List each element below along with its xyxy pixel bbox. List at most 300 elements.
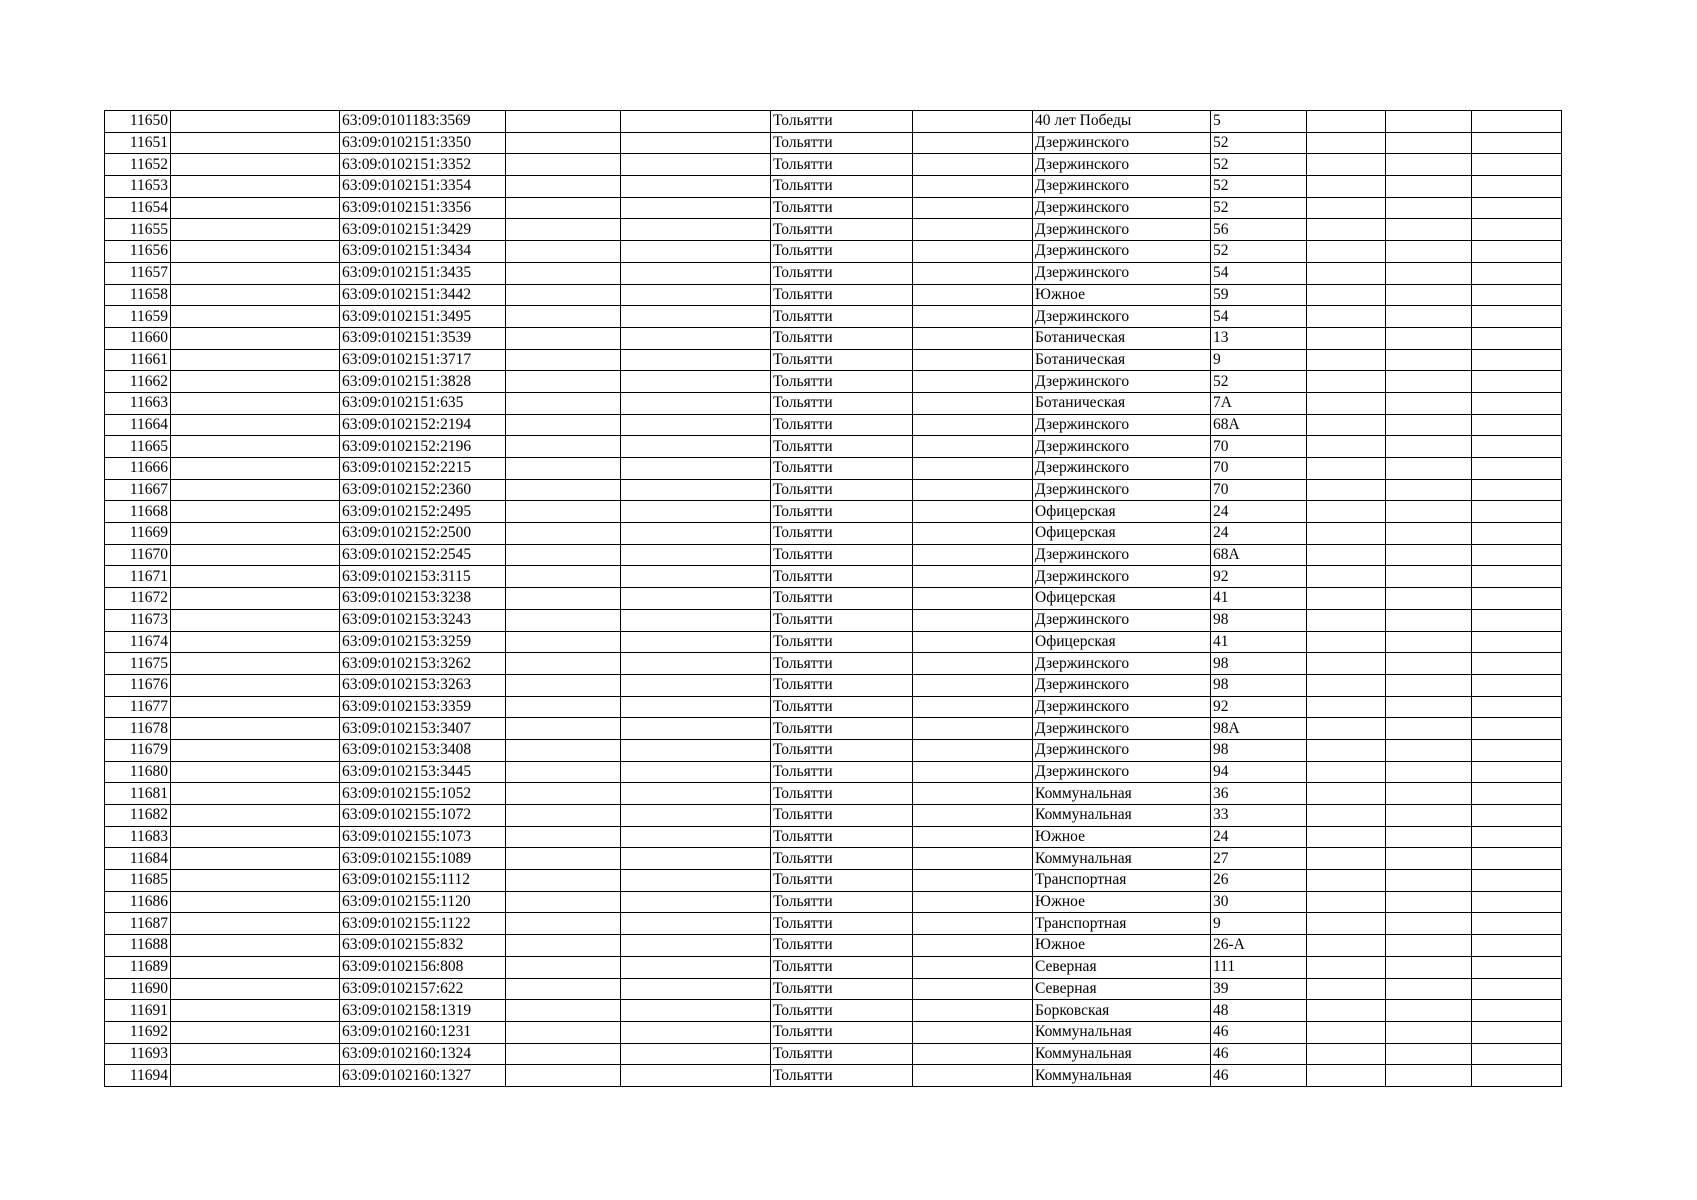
empty-cell [1472, 349, 1562, 371]
empty-cell [1472, 761, 1562, 783]
empty-cell [1386, 371, 1472, 393]
house-number-cell: 26-А [1211, 935, 1307, 957]
empty-cell [1386, 653, 1472, 675]
empty-cell [506, 761, 621, 783]
house-number-cell: 52 [1211, 241, 1307, 263]
row-number-cell: 11690 [105, 978, 171, 1000]
table-row [105, 761, 1562, 783]
empty-cell [621, 631, 771, 653]
empty-cell [506, 111, 621, 133]
empty-cell [171, 826, 340, 848]
empty-cell [1386, 392, 1472, 414]
empty-cell [913, 371, 1033, 393]
empty-cell [1472, 848, 1562, 870]
table-row [105, 674, 1562, 696]
empty-cell [1386, 1021, 1472, 1043]
empty-cell [506, 349, 621, 371]
city-cell: Тольятти [771, 371, 913, 393]
empty-cell [506, 523, 621, 545]
empty-cell [913, 739, 1033, 761]
empty-cell [1472, 219, 1562, 241]
empty-cell [1472, 414, 1562, 436]
empty-cell [913, 479, 1033, 501]
city-cell: Тольятти [771, 241, 913, 263]
empty-cell [171, 588, 340, 610]
city-cell: Тольятти [771, 566, 913, 588]
city-cell: Тольятти [771, 479, 913, 501]
house-number-cell: 92 [1211, 696, 1307, 718]
empty-cell [1307, 1021, 1386, 1043]
empty-cell [506, 197, 621, 219]
street-cell: Коммунальная [1033, 783, 1211, 805]
empty-cell [1386, 826, 1472, 848]
empty-cell [1307, 154, 1386, 176]
city-cell: Тольятти [771, 501, 913, 523]
empty-cell [621, 284, 771, 306]
house-number-cell: 54 [1211, 262, 1307, 284]
street-cell: Дзержинского [1033, 696, 1211, 718]
cadastral-number-cell: 63:09:0102152:2360 [340, 479, 506, 501]
row-number-cell: 11678 [105, 718, 171, 740]
city-cell: Тольятти [771, 588, 913, 610]
cadastral-number-cell: 63:09:0102155:832 [340, 935, 506, 957]
empty-cell [913, 132, 1033, 154]
row-number-cell: 11683 [105, 826, 171, 848]
city-cell: Тольятти [771, 870, 913, 892]
empty-cell [1386, 1043, 1472, 1065]
street-cell: Коммунальная [1033, 805, 1211, 827]
empty-cell [506, 588, 621, 610]
empty-cell [506, 978, 621, 1000]
street-cell: Дзержинского [1033, 176, 1211, 198]
empty-cell [1386, 154, 1472, 176]
empty-cell [171, 132, 340, 154]
cadastral-number-cell: 63:09:0102152:2500 [340, 523, 506, 545]
empty-cell [1307, 1000, 1386, 1022]
house-number-cell: 52 [1211, 197, 1307, 219]
empty-cell [1386, 436, 1472, 458]
empty-cell [171, 371, 340, 393]
empty-cell [1472, 978, 1562, 1000]
empty-cell [1307, 653, 1386, 675]
empty-cell [913, 219, 1033, 241]
empty-cell [506, 891, 621, 913]
city-cell: Тольятти [771, 805, 913, 827]
empty-cell [621, 176, 771, 198]
empty-cell [1472, 739, 1562, 761]
house-number-cell: 9 [1211, 913, 1307, 935]
row-number-cell: 11671 [105, 566, 171, 588]
empty-cell [1307, 848, 1386, 870]
empty-cell [171, 241, 340, 263]
house-number-cell: 26 [1211, 870, 1307, 892]
empty-cell [1386, 566, 1472, 588]
empty-cell [1307, 371, 1386, 393]
row-number-cell: 11674 [105, 631, 171, 653]
registry-table [104, 110, 1562, 1087]
street-cell: Офицерская [1033, 523, 1211, 545]
table-row [105, 241, 1562, 263]
street-cell: Южное [1033, 891, 1211, 913]
city-cell: Тольятти [771, 436, 913, 458]
row-number-cell: 11685 [105, 870, 171, 892]
empty-cell [1386, 588, 1472, 610]
cadastral-number-cell: 63:09:0102153:3359 [340, 696, 506, 718]
empty-cell [1472, 306, 1562, 328]
city-cell: Тольятти [771, 609, 913, 631]
table-row [105, 197, 1562, 219]
cadastral-number-cell: 63:09:0102160:1231 [340, 1021, 506, 1043]
street-cell: Северная [1033, 978, 1211, 1000]
row-number-cell: 11691 [105, 1000, 171, 1022]
city-cell: Тольятти [771, 674, 913, 696]
empty-cell [1472, 371, 1562, 393]
empty-cell [171, 501, 340, 523]
empty-cell [1307, 761, 1386, 783]
cadastral-number-cell: 63:09:0102151:3828 [340, 371, 506, 393]
empty-cell [913, 609, 1033, 631]
table-row [105, 631, 1562, 653]
empty-cell [621, 1021, 771, 1043]
house-number-cell: 27 [1211, 848, 1307, 870]
empty-cell [1307, 132, 1386, 154]
empty-cell [171, 739, 340, 761]
empty-cell [1386, 978, 1472, 1000]
empty-cell [1307, 111, 1386, 133]
empty-cell [1386, 870, 1472, 892]
empty-cell [621, 1043, 771, 1065]
empty-cell [506, 1000, 621, 1022]
street-cell: Дзержинского [1033, 544, 1211, 566]
table-row [105, 436, 1562, 458]
empty-cell [1307, 739, 1386, 761]
empty-cell [171, 566, 340, 588]
empty-cell [506, 219, 621, 241]
empty-cell [913, 197, 1033, 219]
empty-cell [1472, 501, 1562, 523]
house-number-cell: 52 [1211, 154, 1307, 176]
empty-cell [621, 241, 771, 263]
city-cell: Тольятти [771, 1065, 913, 1087]
empty-cell [1386, 306, 1472, 328]
empty-cell [171, 956, 340, 978]
cadastral-number-cell: 63:09:0102151:3434 [340, 241, 506, 263]
empty-cell [621, 262, 771, 284]
empty-cell [621, 111, 771, 133]
empty-cell [1386, 176, 1472, 198]
table-row [105, 523, 1562, 545]
house-number-cell: 24 [1211, 501, 1307, 523]
row-number-cell: 11652 [105, 154, 171, 176]
empty-cell [1472, 674, 1562, 696]
empty-cell [171, 870, 340, 892]
empty-cell [621, 458, 771, 480]
row-number-cell: 11672 [105, 588, 171, 610]
empty-cell [171, 284, 340, 306]
empty-cell [1386, 219, 1472, 241]
empty-cell [621, 761, 771, 783]
empty-cell [621, 696, 771, 718]
table-row [105, 479, 1562, 501]
empty-cell [621, 327, 771, 349]
empty-cell [506, 609, 621, 631]
cadastral-number-cell: 63:09:0102152:2194 [340, 414, 506, 436]
empty-cell [1472, 544, 1562, 566]
street-cell: Коммунальная [1033, 848, 1211, 870]
empty-cell [1386, 805, 1472, 827]
empty-cell [913, 826, 1033, 848]
empty-cell [506, 935, 621, 957]
street-cell: Дзержинского [1033, 739, 1211, 761]
city-cell: Тольятти [771, 414, 913, 436]
empty-cell [913, 1000, 1033, 1022]
table-row [105, 956, 1562, 978]
table-row [105, 111, 1562, 133]
empty-cell [913, 848, 1033, 870]
empty-cell [621, 154, 771, 176]
empty-cell [506, 653, 621, 675]
table-row [105, 154, 1562, 176]
row-number-cell: 11693 [105, 1043, 171, 1065]
house-number-cell: 70 [1211, 436, 1307, 458]
empty-cell [506, 848, 621, 870]
street-cell: Дзержинского [1033, 306, 1211, 328]
empty-cell [171, 1000, 340, 1022]
empty-cell [506, 132, 621, 154]
empty-cell [1472, 327, 1562, 349]
empty-cell [171, 1065, 340, 1087]
empty-cell [1307, 956, 1386, 978]
house-number-cell: 39 [1211, 978, 1307, 1000]
empty-cell [621, 566, 771, 588]
cadastral-number-cell: 63:09:0102155:1120 [340, 891, 506, 913]
cadastral-number-cell: 63:09:0102151:3354 [340, 176, 506, 198]
empty-cell [1472, 1043, 1562, 1065]
house-number-cell: 98 [1211, 653, 1307, 675]
empty-cell [913, 262, 1033, 284]
city-cell: Тольятти [771, 219, 913, 241]
street-cell: Северная [1033, 956, 1211, 978]
cadastral-number-cell: 63:09:0102160:1327 [340, 1065, 506, 1087]
cadastral-number-cell: 63:09:0102153:3445 [340, 761, 506, 783]
empty-cell [171, 479, 340, 501]
cadastral-number-cell: 63:09:0102151:3539 [340, 327, 506, 349]
city-cell: Тольятти [771, 176, 913, 198]
empty-cell [621, 544, 771, 566]
empty-cell [1307, 609, 1386, 631]
table-row [105, 414, 1562, 436]
empty-cell [913, 718, 1033, 740]
city-cell: Тольятти [771, 913, 913, 935]
table-row [105, 132, 1562, 154]
street-cell: Дзержинского [1033, 674, 1211, 696]
empty-cell [621, 956, 771, 978]
empty-cell [1386, 891, 1472, 913]
row-number-cell: 11669 [105, 523, 171, 545]
city-cell: Тольятти [771, 978, 913, 1000]
cadastral-number-cell: 63:09:0102155:1089 [340, 848, 506, 870]
cadastral-number-cell: 63:09:0102151:3435 [340, 262, 506, 284]
empty-cell [913, 154, 1033, 176]
empty-cell [1307, 349, 1386, 371]
empty-cell [1472, 1065, 1562, 1087]
empty-cell [506, 544, 621, 566]
house-number-cell: 48 [1211, 1000, 1307, 1022]
empty-cell [913, 392, 1033, 414]
cadastral-number-cell: 63:09:0102152:2196 [340, 436, 506, 458]
table-row [105, 696, 1562, 718]
empty-cell [171, 696, 340, 718]
empty-cell [1472, 783, 1562, 805]
table-row [105, 349, 1562, 371]
empty-cell [621, 891, 771, 913]
empty-cell [506, 479, 621, 501]
empty-cell [1472, 609, 1562, 631]
empty-cell [171, 544, 340, 566]
cadastral-number-cell: 63:09:0102153:3259 [340, 631, 506, 653]
house-number-cell: 24 [1211, 523, 1307, 545]
house-number-cell: 46 [1211, 1043, 1307, 1065]
empty-cell [1386, 241, 1472, 263]
empty-cell [506, 327, 621, 349]
empty-cell [506, 1043, 621, 1065]
empty-cell [1472, 631, 1562, 653]
table-row [105, 588, 1562, 610]
row-number-cell: 11653 [105, 176, 171, 198]
empty-cell [1307, 523, 1386, 545]
empty-cell [1386, 1000, 1472, 1022]
empty-cell [621, 609, 771, 631]
empty-cell [506, 566, 621, 588]
empty-cell [1472, 653, 1562, 675]
street-cell: Дзержинского [1033, 414, 1211, 436]
empty-cell [1386, 956, 1472, 978]
empty-cell [913, 870, 1033, 892]
street-cell: 40 лет Победы [1033, 111, 1211, 133]
empty-cell [171, 913, 340, 935]
table-row [105, 891, 1562, 913]
street-cell: Ботаническая [1033, 327, 1211, 349]
empty-cell [913, 349, 1033, 371]
empty-cell [913, 111, 1033, 133]
street-cell: Ботаническая [1033, 349, 1211, 371]
row-number-cell: 11688 [105, 935, 171, 957]
house-number-cell: 36 [1211, 783, 1307, 805]
empty-cell [1386, 609, 1472, 631]
empty-cell [171, 327, 340, 349]
empty-cell [506, 718, 621, 740]
empty-cell [1472, 891, 1562, 913]
row-number-cell: 11687 [105, 913, 171, 935]
empty-cell [506, 674, 621, 696]
cadastral-number-cell: 63:09:0102153:3243 [340, 609, 506, 631]
empty-cell [171, 718, 340, 740]
empty-cell [506, 241, 621, 263]
cadastral-number-cell: 63:09:0102160:1324 [340, 1043, 506, 1065]
empty-cell [913, 674, 1033, 696]
empty-cell [506, 154, 621, 176]
empty-cell [1386, 848, 1472, 870]
empty-cell [1307, 826, 1386, 848]
city-cell: Тольятти [771, 262, 913, 284]
cadastral-number-cell: 63:09:0102153:3238 [340, 588, 506, 610]
empty-cell [621, 306, 771, 328]
table-row [105, 306, 1562, 328]
house-number-cell: 111 [1211, 956, 1307, 978]
empty-cell [171, 674, 340, 696]
cadastral-number-cell: 63:09:0102152:2215 [340, 458, 506, 480]
empty-cell [1472, 154, 1562, 176]
empty-cell [506, 176, 621, 198]
table-row [105, 1000, 1562, 1022]
table-row [105, 392, 1562, 414]
row-number-cell: 11675 [105, 653, 171, 675]
empty-cell [1307, 197, 1386, 219]
row-number-cell: 11651 [105, 132, 171, 154]
empty-cell [621, 913, 771, 935]
empty-cell [913, 1021, 1033, 1043]
empty-cell [1307, 1065, 1386, 1087]
row-number-cell: 11670 [105, 544, 171, 566]
city-cell: Тольятти [771, 111, 913, 133]
house-number-cell: 41 [1211, 588, 1307, 610]
empty-cell [1472, 111, 1562, 133]
row-number-cell: 11664 [105, 414, 171, 436]
empty-cell [1307, 674, 1386, 696]
empty-cell [1472, 935, 1562, 957]
empty-cell [621, 436, 771, 458]
street-cell: Дзержинского [1033, 154, 1211, 176]
table-row [105, 935, 1562, 957]
house-number-cell: 68А [1211, 414, 1307, 436]
cadastral-number-cell: 63:09:0102155:1112 [340, 870, 506, 892]
empty-cell [621, 479, 771, 501]
empty-cell [913, 1043, 1033, 1065]
empty-cell [506, 805, 621, 827]
empty-cell [913, 1065, 1033, 1087]
row-number-cell: 11665 [105, 436, 171, 458]
empty-cell [1472, 956, 1562, 978]
city-cell: Тольятти [771, 956, 913, 978]
city-cell: Тольятти [771, 544, 913, 566]
empty-cell [621, 197, 771, 219]
empty-cell [171, 197, 340, 219]
city-cell: Тольятти [771, 327, 913, 349]
row-number-cell: 11681 [105, 783, 171, 805]
street-cell: Дзержинского [1033, 609, 1211, 631]
empty-cell [1307, 306, 1386, 328]
empty-cell [621, 848, 771, 870]
empty-cell [171, 783, 340, 805]
street-cell: Дзержинского [1033, 262, 1211, 284]
empty-cell [171, 154, 340, 176]
house-number-cell: 52 [1211, 176, 1307, 198]
empty-cell [1307, 262, 1386, 284]
empty-cell [621, 501, 771, 523]
empty-cell [621, 588, 771, 610]
cadastral-number-cell: 63:09:0102153:3408 [340, 739, 506, 761]
table-row [105, 870, 1562, 892]
empty-cell [1386, 696, 1472, 718]
empty-cell [1472, 1021, 1562, 1043]
empty-cell [506, 870, 621, 892]
empty-cell [171, 111, 340, 133]
empty-cell [1472, 479, 1562, 501]
cadastral-number-cell: 63:09:0102156:808 [340, 956, 506, 978]
table-row [105, 566, 1562, 588]
street-cell: Дзержинского [1033, 219, 1211, 241]
street-cell: Дзержинского [1033, 436, 1211, 458]
